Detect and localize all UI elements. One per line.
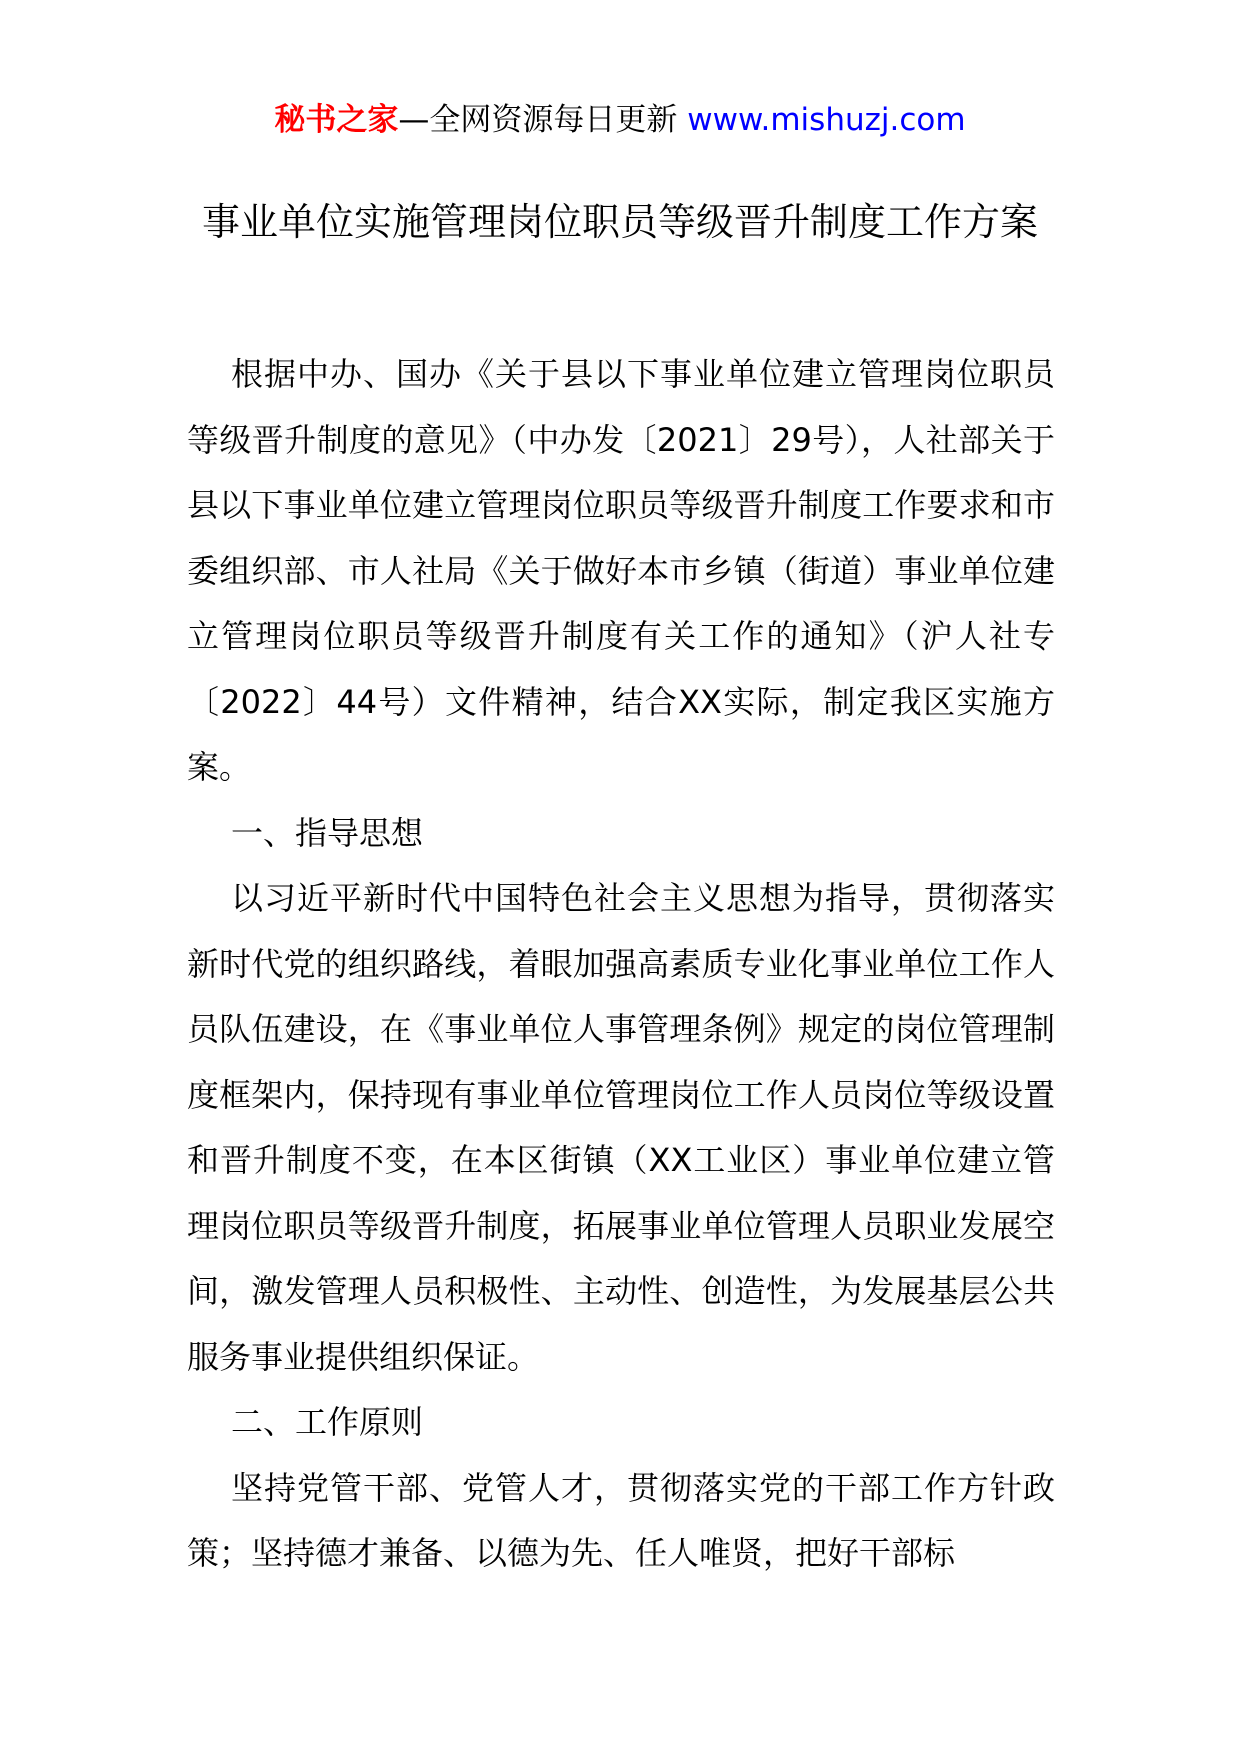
section-heading-work-principles: 二、工作原则 <box>231 1403 424 1441</box>
section-paragraph-guiding-ideology: 以习近平新时代中国特色社会主义思想为指导，贯彻落实新时代党的组织路线，着眼加强高素质专业化事业单位工作人员队伍建设，在《事业单位人事管理条例》规定的岗位管理制度框架内，保持现有事业单位管理岗位工作人员岗位等级设置和晋升制度不变，在本区街镇（XX工业区）事业单位建立管理岗位职员等级晋升制度，拓展事业单位管理人员职业发展空间，激发管理人员积极性、主动性、创造性，为发展基层公共服务事业提供组织保证。 <box>187 879 1055 1376</box>
section-paragraph-work-principles: 坚持党管干部、党管人才，贯彻落实党的干部工作方针政策；坚持德才兼备、以德为先、任人唯贤，把好干部标 <box>187 1468 1055 1572</box>
document-body <box>187 342 1055 1587</box>
site-header <box>0 100 1240 140</box>
intro-paragraph: 根据中办、国办《关于县以下事业单位建立管理岗位职员等级晋升制度的意见》（中办发〔2021〕29号），人社部关于县以下事业单位建立管理岗位职员等级晋升制度工作要求和市委组织部、市人社局《关于做好本市乡镇（街道）事业单位建立管理岗位职员等级晋升制度有关工作的通知》（沪人社专〔2022〕44号）文件精神，结合XX实际，制定我区实施方案。 <box>187 355 1055 786</box>
document-title: 事业单位实施管理岗位职员等级晋升制度工作方案 <box>201 200 1038 244</box>
site-brand: 秘书之家 <box>274 102 399 138</box>
site-tagline: —全网资源每日更新 <box>398 102 678 138</box>
site-url-link[interactable]: www.mishuzj.com <box>687 102 966 138</box>
section-heading-guiding-ideology: 一、指导思想 <box>231 813 424 852</box>
